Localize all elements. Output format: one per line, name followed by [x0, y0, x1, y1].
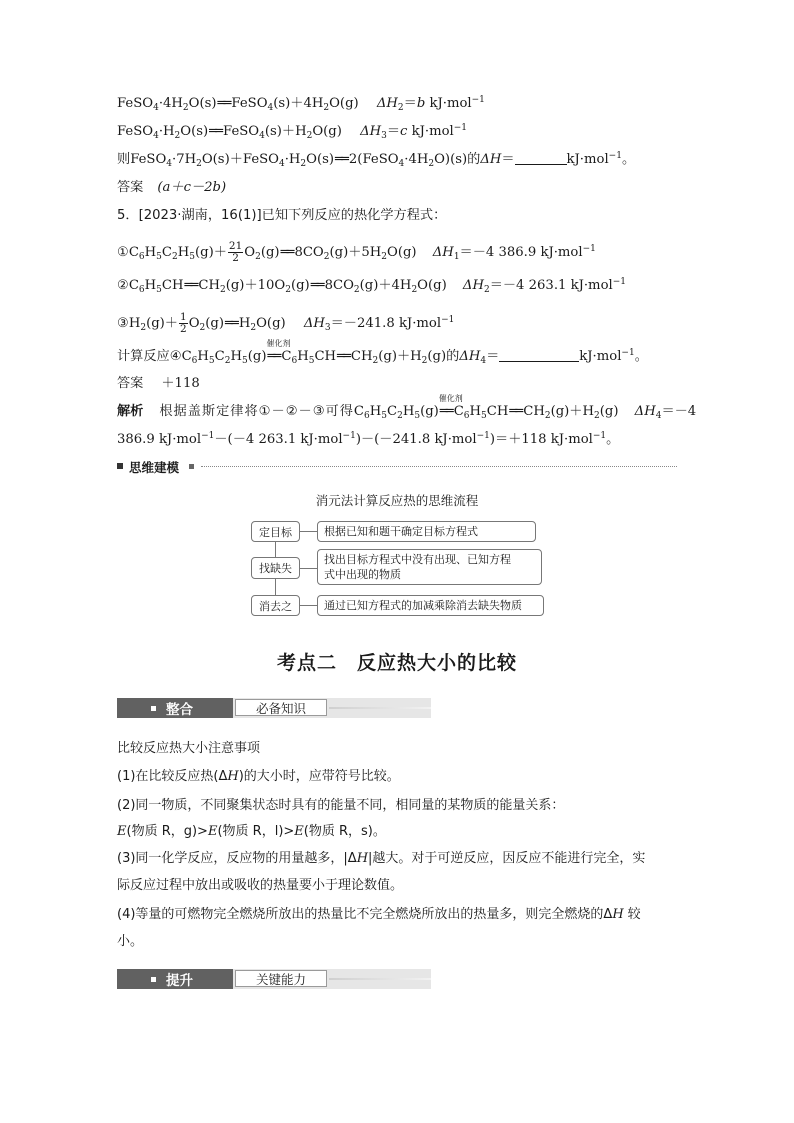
point-1: (1)在比较反应热(ΔH)的大小时，应带符号比较。	[117, 769, 400, 784]
analysis-line-1: 解析 根据盖斯定律将①－②－③可得$C_6H_5C_2H_5(g)$ 催化剂 ══ $C_6H_5CH══$ $CH_2(g)+H_2(g)$ $\Delta H_4=-4$	[117, 394, 697, 421]
intro: 比较反应热大小注意事项	[117, 741, 261, 756]
square-bullet-icon	[117, 463, 123, 469]
square-bullet-icon	[151, 977, 156, 982]
answer-blank[interactable]	[515, 152, 567, 165]
tab-dark: 提升	[117, 969, 233, 989]
analysis-line-2: 386.9 kJ·mol$^{-1}$－(－4 263.1 kJ·mol$^{-1}$)－(－241.8 kJ·mol$^{-1}$)＝＋118 kJ·mol$^{-1}$。	[117, 431, 620, 447]
divider	[201, 466, 677, 467]
fraction: $\frac{1}{2}$	[180, 311, 187, 335]
reaction-3: $③H_2(g)+$ $\frac{1}{2}$ $O_2(g)══$ $H_2O(g)$ $\Delta H_3=-241.8$ kJ·mol$^{-1}$	[117, 311, 455, 335]
connector-3	[300, 605, 317, 606]
fraction: $\frac{21}{2}$	[228, 240, 243, 264]
square-bullet-icon	[189, 464, 194, 469]
problem-5-header: 5．[2023·湖南，16(1)]已知下列反应的热化学方程式：	[117, 208, 447, 223]
step-label-2: 找缺失	[251, 557, 300, 579]
point-4-line-1: (4)等量的可燃物完全燃烧所放出的热量比不完全燃烧所放出的热量多，则完全燃烧的ΔH 较	[117, 907, 641, 922]
tab-bar-improve	[117, 969, 431, 989]
step-label-3: 消去之	[251, 595, 300, 616]
tab-dark: 整合	[117, 698, 233, 718]
point-2b: E(物质 R，g)>E(物质 R，l)>E(物质 R，s)。	[117, 824, 386, 839]
connector-2	[300, 568, 317, 569]
point-3-line-1: (3)同一化学反应，反应物的用量越多，|ΔH|越大。对于可逆反应，因反应不能进行完全，实	[117, 851, 646, 866]
point-2: (2)同一物质，不同聚集状态时具有的能量不同，相同量的某物质的能量关系：	[117, 798, 565, 813]
step-desc-2: 找出目标方程式中没有出现、已知方程 式中出现的物质	[317, 549, 542, 585]
calc-question: 计算反应$④C_6H_5C_2H_5(g)$ 催化剂 ══ $C_6H_5CH══$ $CH_2(g)+H_2(g)$的$\Delta H_4= kJ\cdot mol^{-1}$。	[117, 339, 648, 366]
tab-light: 关键能力	[235, 970, 327, 987]
step-desc-1: 根据已知和题干确定目标方程式	[317, 521, 536, 542]
diagram-title: 消元法计算反应热的思维流程	[315, 493, 479, 508]
answer-4: 答案 (a＋c－2b)	[117, 180, 227, 195]
point-3-line-2: 际反应过程中放出或吸收的热量要小于理论数值。	[117, 878, 404, 893]
section-title: 考点二 反应热大小的比较	[276, 652, 517, 674]
tab-bar-integration	[117, 698, 431, 718]
answer-5: 答案 ＋118	[117, 376, 200, 391]
step-desc-3: 通过已知方程式的加减乘除消去缺失物质	[317, 595, 544, 616]
thinking-model-header: 思维建模	[117, 459, 677, 473]
equation-3: $FeSO_4\cdot H_2O(s)══$ $FeSO_4(s)+H_2O(g)$ $\Delta H_3=c$ kJ·mol$^{-1}$	[117, 123, 468, 141]
reaction-1: $①C_6H_5C_2H_5(g)+$ $\frac{21}{2}$ $O_2(g)══$ $8CO_2(g)+5H_2O(g)$ $\Delta H_1=-4$ 386.9 kJ·mol$^{-1}$	[117, 240, 596, 264]
point-4-line-2: 小。	[117, 934, 144, 949]
square-bullet-icon	[151, 706, 156, 711]
step-label-1: 定目标	[251, 521, 300, 542]
reaction-2: $②C_6H_5CH══$ $CH_2(g)+10O_2(g)══$ $8CO_2(g)+4H_2O(g)$ $\Delta H_2=-4$ 263.1 kJ·mol$^{-1}$	[117, 277, 627, 295]
connector-1	[300, 531, 317, 532]
tab-light: 必备知识	[235, 699, 327, 716]
question-4: 则$FeSO_4\cdot 7H_2O(s)+FeSO_4\cdot H_2O(s)══$ $2(FeSO_4\cdot 4H_2O)(s)$的ΔH＝ kJ·mol$^{-1}$。	[117, 151, 636, 169]
answer-blank[interactable]	[499, 349, 579, 362]
equation-2: $FeSO_4\cdot 4H_2O(s)══$ $FeSO_4(s)+4H_2O(g)$ $\Delta H_2=b$ kJ·mol$^{-1}$	[117, 95, 485, 113]
